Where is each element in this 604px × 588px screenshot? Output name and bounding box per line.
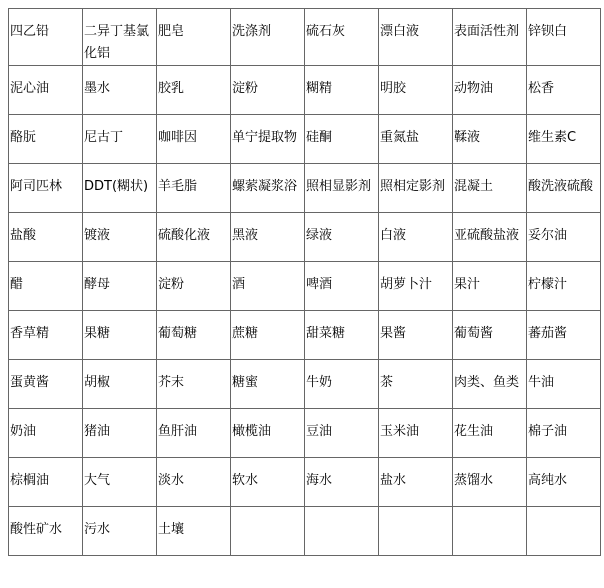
table-cell <box>9 164 83 213</box>
cell-text: 妥尔油 <box>528 228 568 243</box>
cell-text: 蛋黄酱 <box>10 375 50 390</box>
table-cell <box>9 458 83 507</box>
table-cell <box>453 311 527 360</box>
table-row <box>9 66 601 115</box>
table-row <box>9 311 601 360</box>
table-cell <box>231 507 305 556</box>
cell-text: 猪油 <box>84 424 111 439</box>
table-cell <box>157 507 231 556</box>
cell-text: 大气 <box>84 473 111 488</box>
cell-text: 四乙铅 <box>10 24 50 39</box>
cell-text: 醋 <box>10 277 24 292</box>
table-row <box>9 458 601 507</box>
table-cell <box>231 360 305 409</box>
cell-text: 硅酮 <box>306 130 333 145</box>
cell-text: 牛油 <box>528 375 555 390</box>
table-cell <box>83 458 157 507</box>
table-cell <box>305 360 379 409</box>
cell-text: 胡椒 <box>84 375 111 390</box>
table-cell <box>453 213 527 262</box>
table-cell <box>453 262 527 311</box>
cell-text: 鞣液 <box>454 130 481 145</box>
cell-text: 豆油 <box>306 424 333 439</box>
table-cell <box>527 311 601 360</box>
table-cell <box>231 409 305 458</box>
table-cell <box>527 213 601 262</box>
table-cell <box>379 164 453 213</box>
cell-text: 表面活性剂 <box>454 24 520 39</box>
table-cell <box>83 164 157 213</box>
table-row <box>9 115 601 164</box>
table-cell <box>527 262 601 311</box>
cell-text: 镀液 <box>84 228 111 243</box>
table-row <box>9 262 601 311</box>
table-cell <box>453 66 527 115</box>
table-cell <box>453 115 527 164</box>
cell-text: 盐酸 <box>10 228 37 243</box>
cell-text: 污水 <box>84 522 111 537</box>
cell-text: 维生素C <box>528 130 577 145</box>
cell-text: 淡水 <box>158 473 185 488</box>
table-row <box>9 409 601 458</box>
table-cell <box>379 458 453 507</box>
cell-text: 酸性矿水 <box>10 522 63 537</box>
table-cell <box>157 311 231 360</box>
table-cell <box>379 213 453 262</box>
table-cell <box>453 409 527 458</box>
table-cell <box>305 164 379 213</box>
cell-text: 咖啡因 <box>158 130 198 145</box>
table-cell <box>231 458 305 507</box>
cell-text <box>232 507 304 519</box>
table-cell <box>379 262 453 311</box>
table-cell <box>527 164 601 213</box>
table-cell <box>157 409 231 458</box>
cell-text: 松香 <box>528 81 555 96</box>
cell-text: 酒 <box>232 277 246 292</box>
cell-text <box>528 507 600 519</box>
table-cell <box>453 164 527 213</box>
table-row <box>9 360 601 409</box>
cell-text: 硫石灰 <box>306 24 346 39</box>
table-cell <box>231 213 305 262</box>
cell-text: 明胶 <box>380 81 407 96</box>
table-cell <box>453 458 527 507</box>
table-cell <box>9 115 83 164</box>
table-cell <box>9 311 83 360</box>
table-cell <box>157 360 231 409</box>
cell-text: 照相显影剂 <box>306 179 372 194</box>
cell-text <box>454 507 526 519</box>
table-cell <box>157 262 231 311</box>
table-cell <box>231 9 305 66</box>
table-cell <box>157 458 231 507</box>
cell-text: 柠檬汁 <box>528 277 568 292</box>
table-row <box>9 164 601 213</box>
table-cell <box>83 66 157 115</box>
cell-text: 单宁提取物 <box>232 130 298 145</box>
cell-text: 玉米油 <box>380 424 420 439</box>
cell-text: 泥心油 <box>10 81 50 96</box>
table-cell <box>231 115 305 164</box>
cell-text: 花生油 <box>454 424 494 439</box>
table-cell <box>453 507 527 556</box>
table-row <box>9 507 601 556</box>
table-cell <box>305 9 379 66</box>
cell-text: 果酱 <box>380 326 407 341</box>
table-cell <box>83 213 157 262</box>
cell-text: 鱼肝油 <box>158 424 198 439</box>
cell-text: 甜菜糖 <box>306 326 346 341</box>
cell-text: 芥末 <box>158 375 185 390</box>
table-cell <box>157 115 231 164</box>
cell-text: 葡萄酱 <box>454 326 494 341</box>
table-row <box>9 213 601 262</box>
cell-text: 墨水 <box>84 81 111 96</box>
table-cell <box>379 311 453 360</box>
cell-text: 混凝土 <box>454 179 494 194</box>
cell-text: 阿司匹林 <box>10 179 63 194</box>
cell-text: 蕃茄酱 <box>528 326 568 341</box>
cell-text: 洗涤剂 <box>232 24 272 39</box>
cell-text: DDT(糊状) <box>84 179 149 194</box>
table-cell <box>527 409 601 458</box>
table-cell <box>83 507 157 556</box>
table-cell <box>9 507 83 556</box>
table-cell <box>83 9 157 66</box>
cell-text: 尼古丁 <box>84 130 124 145</box>
substance-grid-body <box>9 9 601 556</box>
cell-text: 胶乳 <box>158 81 185 96</box>
table-cell <box>231 164 305 213</box>
cell-text: 白液 <box>380 228 407 243</box>
table-cell <box>305 262 379 311</box>
table-cell <box>453 9 527 66</box>
cell-text: 酵母 <box>84 277 111 292</box>
cell-text: 蔗糖 <box>232 326 259 341</box>
cell-text: 硫酸化液 <box>158 228 211 243</box>
table-cell <box>9 9 83 66</box>
cell-text: 重氮盐 <box>380 130 420 145</box>
cell-text: 酸洗液硫酸 <box>528 179 594 194</box>
table-cell <box>305 507 379 556</box>
cell-text <box>306 507 378 519</box>
table-cell <box>83 311 157 360</box>
cell-text: 亚硫酸盐液 <box>454 228 520 243</box>
cell-text: 茶 <box>380 375 394 390</box>
table-cell <box>231 262 305 311</box>
cell-text: 奶油 <box>10 424 37 439</box>
cell-text: 淀粉 <box>232 81 259 96</box>
table-cell <box>231 66 305 115</box>
table-cell <box>9 262 83 311</box>
cell-text: 糖蜜 <box>232 375 259 390</box>
cell-text: 羊毛脂 <box>158 179 198 194</box>
table-cell <box>379 507 453 556</box>
cell-text: 棉子油 <box>528 424 568 439</box>
table-cell <box>305 458 379 507</box>
cell-text: 果汁 <box>454 277 481 292</box>
cell-text: 葡萄糖 <box>158 326 198 341</box>
cell-text: 漂白液 <box>380 24 420 39</box>
cell-text: 高纯水 <box>528 473 568 488</box>
cell-text: 螺萦凝浆浴 <box>232 179 298 194</box>
table-cell <box>83 360 157 409</box>
cell-text: 绿液 <box>306 228 333 243</box>
table-cell <box>305 311 379 360</box>
table-cell <box>527 66 601 115</box>
table-cell <box>453 360 527 409</box>
cell-text: 橄榄油 <box>232 424 272 439</box>
table-cell <box>157 9 231 66</box>
cell-text: 糊精 <box>306 81 333 96</box>
table-cell <box>9 66 83 115</box>
cell-text: 动物油 <box>454 81 494 96</box>
table-cell <box>83 409 157 458</box>
cell-text: 胡萝卜汁 <box>380 277 433 292</box>
table-cell <box>9 213 83 262</box>
table-cell <box>231 311 305 360</box>
cell-text: 黑液 <box>232 228 259 243</box>
table-cell <box>83 115 157 164</box>
cell-text: 肥皂 <box>158 24 185 39</box>
cell-text: 酪朊 <box>10 130 37 145</box>
table-row <box>9 9 601 66</box>
table-cell <box>305 213 379 262</box>
cell-text: 啤酒 <box>306 277 333 292</box>
cell-text: 海水 <box>306 473 333 488</box>
table-cell <box>9 360 83 409</box>
table-cell <box>527 9 601 66</box>
cell-text: 二异丁基氯化铝 <box>84 24 150 61</box>
cell-text <box>380 507 452 519</box>
cell-text: 照相定影剂 <box>380 179 446 194</box>
cell-text: 盐水 <box>380 473 407 488</box>
cell-text: 肉类、鱼类 <box>454 375 520 390</box>
table-cell <box>527 360 601 409</box>
table-cell <box>305 115 379 164</box>
table-cell <box>9 409 83 458</box>
cell-text: 软水 <box>232 473 259 488</box>
table-cell <box>83 262 157 311</box>
table-cell <box>305 66 379 115</box>
cell-text: 锌钡白 <box>528 24 568 39</box>
table-cell <box>157 213 231 262</box>
cell-text: 棕榈油 <box>10 473 50 488</box>
table-cell <box>379 360 453 409</box>
cell-text: 土壤 <box>158 522 185 537</box>
cell-text: 蒸馏水 <box>454 473 494 488</box>
table-cell <box>379 9 453 66</box>
table-cell <box>157 164 231 213</box>
substance-grid <box>8 8 601 556</box>
cell-text: 淀粉 <box>158 277 185 292</box>
table-cell <box>379 66 453 115</box>
table-cell <box>527 507 601 556</box>
table-cell <box>527 115 601 164</box>
table-cell <box>379 115 453 164</box>
table-cell <box>305 409 379 458</box>
table-cell <box>527 458 601 507</box>
cell-text: 果糖 <box>84 326 111 341</box>
table-cell <box>157 66 231 115</box>
cell-text: 牛奶 <box>306 375 333 390</box>
table-cell <box>379 409 453 458</box>
cell-text: 香草精 <box>10 326 50 341</box>
